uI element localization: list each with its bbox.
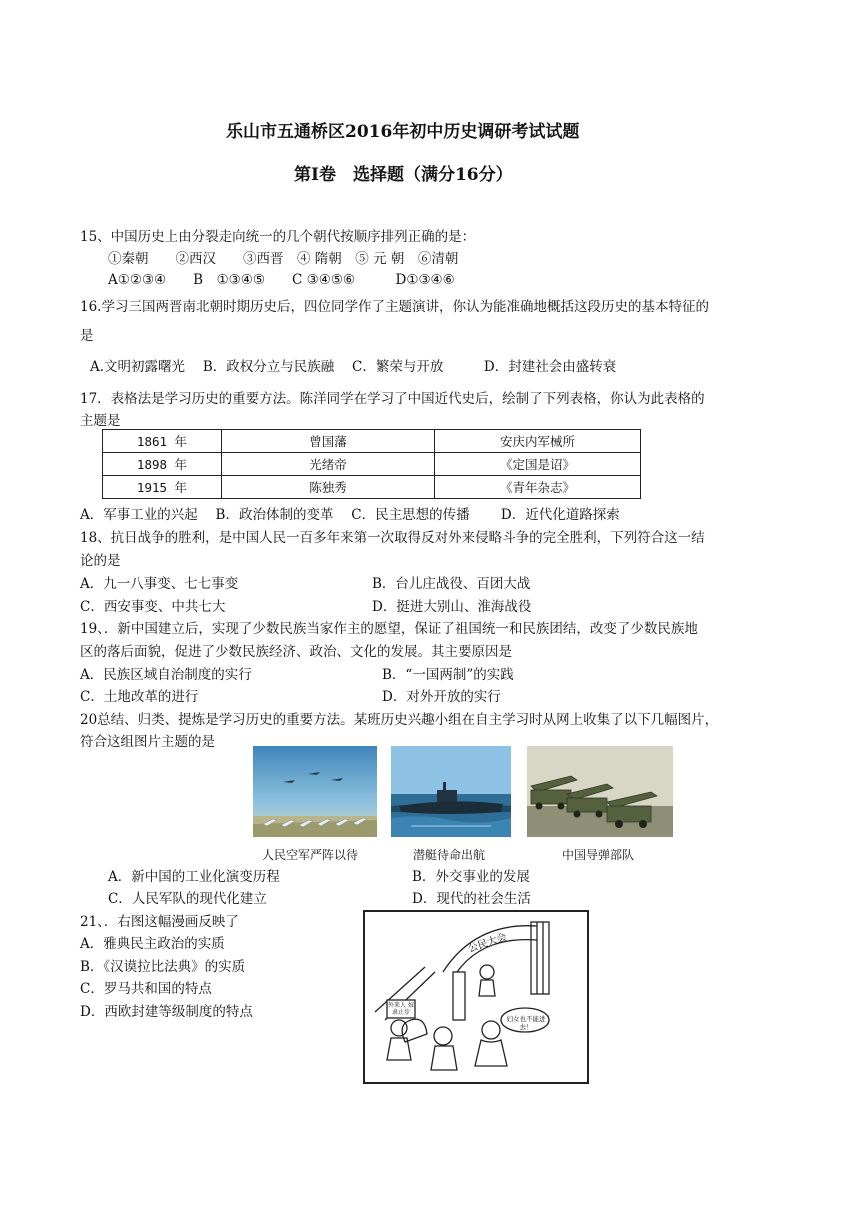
q21-option-c: C．罗马共和国的特点 bbox=[80, 981, 212, 997]
table-cell: 1861 年 bbox=[103, 430, 222, 453]
q15-items: ①秦朝 ②西汉 ③西晋 ④ 隋朝 ⑤ 元 朝 ⑥清朝 bbox=[108, 251, 459, 267]
photo-caption: 中国导弹部队 bbox=[562, 848, 635, 862]
q21-option-a: A．雅典民主政治的实质 bbox=[80, 936, 225, 952]
table-cell: 1898 年 bbox=[103, 453, 222, 476]
table-cell: 1915 年 bbox=[103, 476, 222, 499]
q17-options: A．军事工业的兴起 B．政治体制的变革 C．民主思想的传播 D．近代化道路探索 bbox=[80, 507, 620, 523]
q18-option-c: C．西安事变、中共七大 bbox=[80, 599, 226, 615]
table-cell: 《定国是诏》 bbox=[435, 453, 641, 476]
q20-stem: 20总结、归类、提炼是学习历史的重要方法。某班历史兴趣小组在自主学习时从网上收集了以下几幅图片， bbox=[80, 712, 719, 728]
table-row bbox=[103, 453, 641, 476]
photo-caption: 潜艇待命出航 bbox=[413, 848, 486, 862]
q20-option-c: C．人民军队的现代化建立 bbox=[108, 891, 267, 907]
q18-stem: 18、抗日战争的胜利，是中国人民一百多年来第一次取得反对外来侵略斗争的完全胜利，下列符合这一结 bbox=[80, 530, 705, 546]
page-title: 乐山市五通桥区2016年初中历史调研考试试题 bbox=[226, 122, 580, 142]
q16-stem: 16.学习三国两晋南北朝时期历史后，四位同学作了主题演讲，你认为能准确地概括这段历史的基本特征的 bbox=[80, 299, 709, 315]
q18-option-d: D．挺进大别山、淮海战役 bbox=[372, 599, 532, 615]
table-row bbox=[103, 430, 641, 453]
q17-table bbox=[102, 429, 641, 499]
q18-stem-cont: 论的是 bbox=[80, 553, 121, 569]
q19-stem-cont: 区的落后面貌，促进了少数民族经济、政治、文化的发展。其主要原因是 bbox=[80, 644, 512, 660]
q19-option-c: C．土地改革的进行 bbox=[80, 689, 199, 705]
air-force-photo bbox=[253, 746, 377, 837]
q19-option-d: D．对外开放的实行 bbox=[382, 689, 501, 705]
photo-caption: 人民空军严阵以待 bbox=[262, 848, 359, 862]
q17-stem: 17．表格法是学习历史的重要方法。陈洋同学在学习了中国近代史后，绘制了下列表格，你认为此表格的 bbox=[80, 391, 705, 407]
cartoon-arch-text: 公民大会 bbox=[466, 931, 509, 955]
q18-option-a: A．九一八事变、七七事变 bbox=[80, 576, 239, 592]
q16-stem-cont: 是 bbox=[80, 328, 94, 344]
q16-options: A.文明初露曙光 B．政权分立与民族融 C．繁荣与开放 D．封建社会由盛转衰 bbox=[90, 359, 617, 375]
assembly-cartoon bbox=[363, 910, 589, 1084]
q19-stem: 19、．新中国建立后，实现了少数民族当家作主的愿望，保证了祖国统一和民族团结，改变了少数民族地 bbox=[80, 621, 698, 637]
q19-option-a: A．民族区域自治制度的实行 bbox=[80, 667, 252, 683]
q19-option-b: B．“一国两制”的实践 bbox=[382, 667, 514, 683]
q21-option-d: D．西欧封建等级制度的特点 bbox=[80, 1004, 253, 1020]
q21-option-b: B．《汉谟拉比法典》的实质 bbox=[80, 959, 246, 975]
table-cell: 安庆内军械所 bbox=[435, 430, 641, 453]
q20-stem-cont: 符合这组图片主题的是 bbox=[80, 734, 215, 750]
missile-unit-photo bbox=[527, 746, 673, 837]
table-row bbox=[103, 476, 641, 499]
q20-option-b: B．外交事业的发展 bbox=[412, 869, 530, 885]
section-title: 第Ⅰ卷 选择题（满分16分） bbox=[294, 165, 513, 185]
q17-stem-cont: 主题是 bbox=[80, 413, 121, 429]
table-cell: 《青年杂志》 bbox=[435, 476, 641, 499]
q20-option-d: D．现代的社会生活 bbox=[412, 891, 531, 907]
q15-options: A①②③④ B ①③④⑤ C ③④⑤⑥ D①③④⑥ bbox=[108, 272, 455, 288]
table-cell: 陈独秀 bbox=[222, 476, 435, 499]
q18-option-b: B．台儿庄战役、百团大战 bbox=[372, 576, 531, 592]
cartoon-sign-text: 外来人 奴隶止步 bbox=[388, 1002, 414, 1016]
q15-stem: 15、中国历史上由分裂走向统一的几个朝代按顺序排列正确的是： bbox=[80, 229, 476, 245]
table-cell: 曾国藩 bbox=[222, 430, 435, 453]
table-cell: 光绪帝 bbox=[222, 453, 435, 476]
q21-stem: 21、．右图这幅漫画反映了 bbox=[80, 914, 239, 930]
submarine-photo bbox=[391, 746, 511, 837]
cartoon-speech-bubble: 妇女也不能进去！ bbox=[506, 1015, 546, 1031]
q20-option-a: A．新中国的工业化演变历程 bbox=[108, 869, 280, 885]
